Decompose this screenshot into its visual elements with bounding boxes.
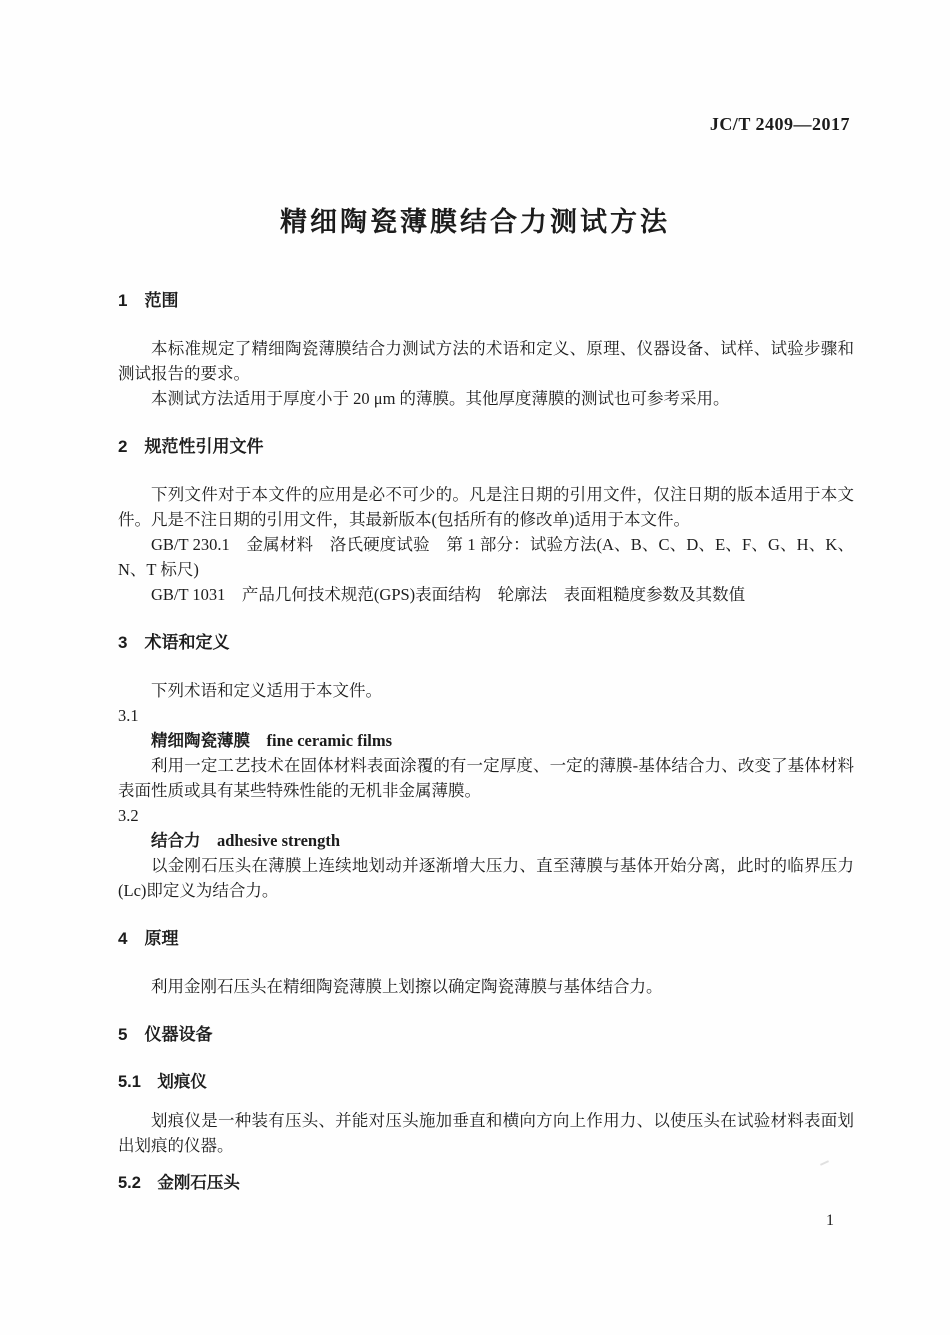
page-number: 1	[826, 1212, 834, 1229]
section-2-reference-2: GB/T 1031 产品几何技术规范(GPS)表面结构 轮廓法 表面粗糙度参数及其数值	[151, 585, 746, 604]
section-2-heading: 2 规范性引用文件	[118, 437, 264, 456]
section-1-heading: 1 范围	[118, 291, 179, 310]
term-2-number: 3.2	[118, 806, 139, 825]
section-3-intro: 下列术语和定义适用于本文件。	[151, 681, 382, 700]
section-5-heading: 5 仪器设备	[118, 1025, 213, 1044]
section-4-paragraph-1: 利用金刚石压头在精细陶瓷薄膜上划擦以确定陶瓷薄膜与基体结合力。	[151, 977, 663, 996]
term-1-number: 3.1	[118, 706, 139, 725]
document-body	[118, 288, 854, 1209]
term-1-name: 精细陶瓷薄膜 fine ceramic films	[151, 731, 393, 750]
section-5-1-paragraph-1: 划痕仪是一种装有压头、并能对压头施加垂直和横向方向上作用力、以使压头在试验材料表面划出划痕的仪器。	[118, 1111, 854, 1155]
term-2-definition: 以金刚石压头在薄膜上连续地划动并逐渐增大压力、直至薄膜与基体开始分离，此时的临界压力(Lc)即定义为结合力。	[118, 856, 854, 900]
section-1-paragraph-1: 本标准规定了精细陶瓷薄膜结合力测试方法的术语和定义、原理、仪器设备、试样、试验步骤和测试报告的要求。	[118, 339, 854, 383]
term-1-definition: 利用一定工艺技术在固体材料表面涂覆的有一定厚度、一定的薄膜-基体结合力、改变了基体材料表面性质或具有某些特殊性能的无机非金属薄膜。	[118, 756, 854, 800]
section-5-2-heading: 5.2 金刚石压头	[118, 1174, 240, 1192]
section-2-paragraph-1: 下列文件对于本文件的应用是必不可少的。凡是注日期的引用文件，仅注日期的版本适用于本文件。凡是不注日期的引用文件，其最新版本(包括所有的修改单)适用于本文件。	[118, 485, 854, 529]
section-4-heading: 4 原理	[118, 929, 179, 948]
section-3-heading: 3 术语和定义	[118, 633, 230, 652]
standard-number: JC/T 2409—2017	[709, 114, 850, 134]
section-1-paragraph-2: 本测试方法适用于厚度小于 20 μm 的薄膜。其他厚度薄膜的测试也可参考采用。	[151, 389, 730, 408]
section-5-1-heading: 5.1 划痕仪	[118, 1073, 207, 1091]
section-2-reference-1: GB/T 230.1 金属材料 洛氏硬度试验 第 1 部分：试验方法(A、B、C、D、E、F、G、H、K、N、T 标尺)	[118, 535, 854, 579]
document-title: 精细陶瓷薄膜结合力测试方法	[280, 207, 670, 237]
term-2-name: 结合力 adhesive strength	[151, 831, 340, 850]
